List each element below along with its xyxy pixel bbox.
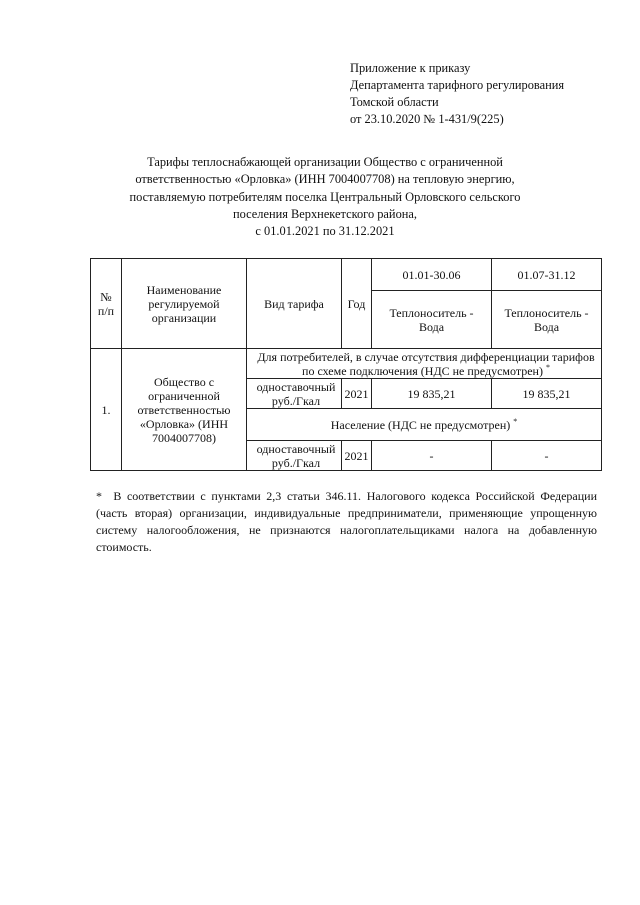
title-line: с 01.01.2021 по 31.12.2021 bbox=[255, 224, 395, 239]
section-consumers bbox=[247, 349, 602, 379]
header-line: Томской области bbox=[350, 95, 439, 109]
row1-value-period-2: 19 835,21 bbox=[492, 379, 602, 409]
header-number-label: № п/п bbox=[97, 289, 115, 318]
header-carrier-1-label: Теплоноситель - Вода bbox=[389, 305, 474, 334]
footnote-mark: * bbox=[513, 416, 518, 426]
row2-value-period-1: - bbox=[372, 441, 492, 471]
document-title bbox=[100, 154, 550, 240]
footnote-asterisk: * bbox=[96, 489, 102, 503]
row2-value-period-2: - bbox=[492, 441, 602, 471]
header-line: от 23.10.2020 № 1-431/9(225) bbox=[350, 112, 504, 126]
tariff-table bbox=[90, 258, 602, 471]
header-organization bbox=[122, 259, 247, 349]
header-year: Год bbox=[342, 259, 372, 349]
header-number bbox=[91, 259, 122, 349]
header-period-2: 01.07-31.12 bbox=[492, 259, 602, 291]
row2-year: 2021 bbox=[342, 441, 372, 471]
header-carrier-1 bbox=[372, 291, 492, 349]
title-line: поселения Верхнекетского района, bbox=[233, 206, 417, 221]
footnote bbox=[96, 488, 597, 556]
header-tariff-type: Вид тарифа bbox=[247, 259, 342, 349]
title-line: Тарифы теплоснабжающей организации Общество с ограниченной bbox=[147, 155, 503, 169]
row-number: 1. bbox=[91, 349, 122, 471]
footnote-mark: * bbox=[545, 362, 550, 372]
header-line: Приложение к приказу bbox=[350, 61, 471, 75]
row2-tariff-type: одноставочный руб./Гкал bbox=[247, 441, 342, 471]
section-consumers-text: Для потребителей, в случае отсутствия дифференциации тарифов по схеме подключения (НДС не предусмотрен) bbox=[257, 349, 595, 378]
title-line: поставляемую потребителям поселка Центральный Орловского сельского bbox=[129, 189, 521, 204]
header-carrier-2-label: Теплоноситель - Вода bbox=[504, 305, 589, 334]
title-line: ответственностью «Орловка» (ИНН 7004007708) на тепловую энергию, bbox=[135, 172, 515, 187]
organization-name bbox=[122, 349, 247, 471]
order-appendix-header bbox=[350, 60, 564, 128]
header-organization-label: Наименование регулируемой организации bbox=[146, 282, 222, 325]
row1-tariff-type: одноставочный руб./Гкал bbox=[247, 379, 342, 409]
organization-name-text: Общество с ограниченной ответственностью «Орловка» (ИНН 7004007708) bbox=[137, 374, 231, 445]
header-period-1: 01.01-30.06 bbox=[372, 259, 492, 291]
footnote-text: В соответствии с пунктами 2,3 статьи 346.11. Налогового кодекса Российской Федерации (часть вторая) организации, индивидуальные предприниматели, применяющие упрощенную систему налогообложения, не признаются налогоплательщиками налога на добавленную стоимость. bbox=[96, 489, 598, 554]
row1-year: 2021 bbox=[342, 379, 372, 409]
header-line: Департамента тарифного регулирования bbox=[350, 78, 565, 92]
section-population bbox=[247, 409, 602, 441]
section-population-text: Население (НДС не предусмотрен) bbox=[330, 417, 511, 432]
row1-value-period-1: 19 835,21 bbox=[372, 379, 492, 409]
header-carrier-2 bbox=[492, 291, 602, 349]
